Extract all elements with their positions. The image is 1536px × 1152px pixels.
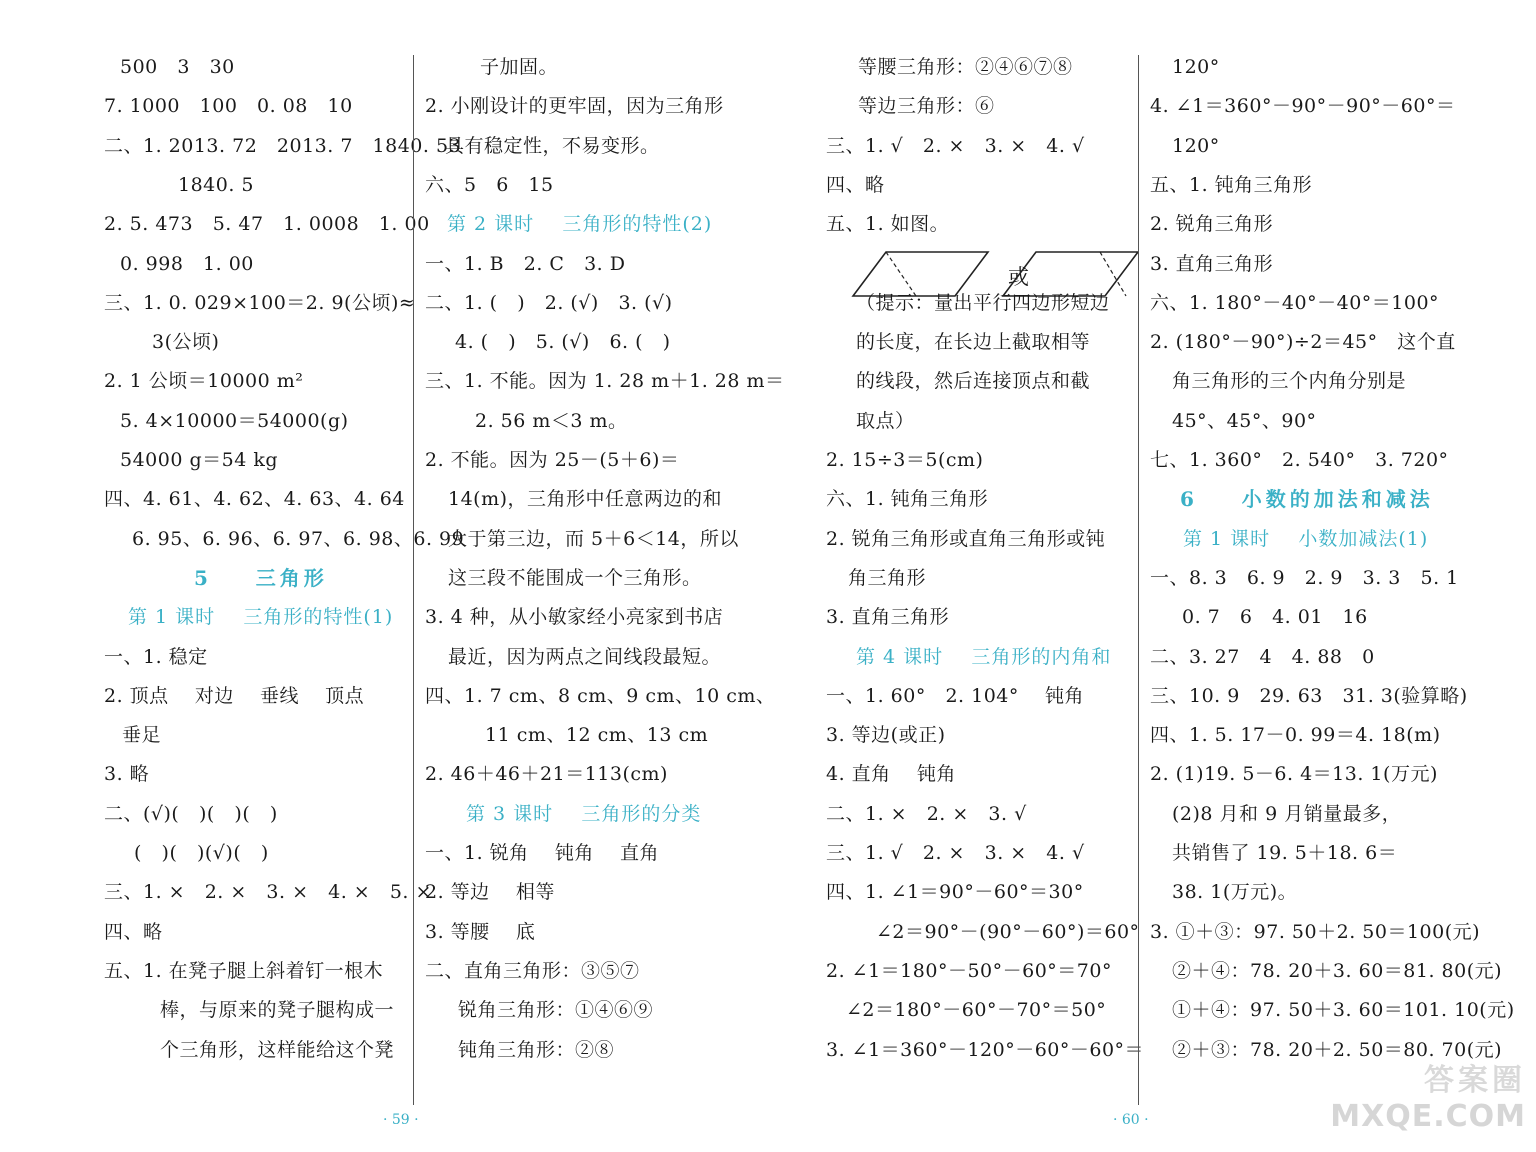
answer-line: 最近，因为两点之间线段最短。	[448, 645, 722, 668]
lesson-heading: 第 1 课时 三角形的特性(1)	[128, 606, 394, 629]
answer-line: 2. 46＋46＋21＝113(cm)	[425, 763, 668, 786]
answer-line: 7. 1000 100 0. 08 10	[104, 95, 353, 118]
answer-line: 14(m)，三角形中任意两边的和	[448, 488, 723, 511]
answer-line: 个三角形，这样能给这个凳	[160, 1038, 395, 1061]
answer-line: 一、1. 稳定	[104, 645, 208, 668]
answer-line: 11 cm、12 cm、13 cm	[485, 724, 709, 747]
answer-line: 三、1. × 2. × 3. × 4. × 5. ×	[104, 881, 432, 904]
answer-line: 六、1. 钝角三角形	[826, 488, 989, 511]
answer-line: 3. ∠1＝360°－120°－60°－60°＝	[826, 1038, 1145, 1061]
answer-line: 120°	[1172, 56, 1220, 78]
answer-line: 1840. 5	[178, 173, 255, 196]
answer-line: （提示：量出平行四边形短边	[856, 291, 1110, 314]
answer-line: 二、直角三角形：③⑤⑦	[425, 959, 640, 982]
answer-line: 0. 998 1. 00	[120, 252, 254, 275]
watermark-url: MXQE.COM	[1330, 1099, 1526, 1134]
answer-line: 3. 等边(或正)	[826, 724, 946, 747]
answer-line: 锐角三角形：①④⑥⑨	[458, 999, 654, 1022]
answer-line: 二、1. ( ) 2. (√) 3. (√)	[425, 291, 673, 314]
answer-line: 五、1. 如图。	[826, 213, 950, 236]
answer-line: 具有稳定性，不易变形。	[445, 134, 660, 157]
chapter-heading: 6 小数的加法和减法	[1180, 487, 1434, 512]
answer-line: 四、略	[104, 920, 163, 943]
answer-line: 6. 95、6. 96、6. 97、6. 98、6. 99	[132, 527, 465, 550]
answer-line: 2. 1 公顷＝10000 m²	[104, 370, 304, 393]
chapter-heading: 5 三角形	[194, 565, 328, 590]
right-page	[768, 0, 1536, 1152]
answer-line: 取点）	[856, 409, 915, 432]
answer-line: 七、1. 360° 2. 540° 3. 720°	[1150, 449, 1449, 471]
answer-line: 5. 4×10000＝54000(g)	[120, 409, 349, 432]
answer-line: 2. 不能。因为 25－(5＋6)＝	[425, 449, 680, 471]
answer-line: 六、1. 180°－40°－40°＝100°	[1150, 291, 1440, 314]
answer-line: 3. ①＋③：97. 50＋2. 50＝100(元)	[1150, 920, 1481, 943]
answer-line: ①＋④：97. 50＋3. 60＝101. 10(元)	[1172, 999, 1515, 1022]
answer-line: 3. 等腰 底	[425, 920, 536, 943]
watermark-logo: 答案圈	[1424, 1063, 1526, 1098]
lesson-heading: 第 4 课时 三角形的内角和	[856, 645, 1112, 668]
answer-line: 四、1. 7 cm、8 cm、9 cm、10 cm、	[425, 684, 776, 707]
parallelogram-left	[853, 252, 988, 296]
answer-line: 500 3 30	[120, 56, 235, 78]
answer-line: 一、1. B 2. C 3. D	[425, 252, 626, 275]
answer-line: 2. 小刚设计的更牢固，因为三角形	[425, 95, 724, 118]
lesson-heading: 第 1 课时 小数加减法(1)	[1183, 527, 1429, 550]
answer-line: 3(公顷)	[152, 331, 220, 354]
answer-line: 二、1. × 2. × 3. √	[826, 802, 1027, 825]
answer-line: 共销售了 19. 5＋18. 6＝	[1172, 842, 1398, 864]
answer-line: (2)8 月和 9 月销量最多，	[1172, 802, 1402, 825]
answer-line: 等边三角形：⑥	[858, 95, 995, 118]
answer-line: ( )( )(√)( )	[134, 842, 269, 864]
answer-line: 的线段，然后连接顶点和截	[856, 370, 1091, 393]
answer-line: 垂足	[122, 724, 162, 747]
column-divider	[413, 55, 414, 1105]
answer-line: 4. ∠1＝360°－90°－90°－60°＝	[1150, 95, 1456, 118]
answer-line: 二、1. 2013. 72 2013. 7 1840. 53	[104, 134, 462, 157]
answer-line: 四、4. 61、4. 62、4. 63、4. 64	[104, 488, 405, 511]
answer-line: 一、8. 3 6. 9 2. 9 3. 3 5. 1	[1150, 566, 1459, 589]
answer-line: 4. 直角 钝角	[826, 763, 956, 786]
answer-line: 二、3. 27 4 4. 88 0	[1150, 645, 1375, 668]
answer-line: 2. 顶点 对边 垂线 顶点	[104, 684, 365, 707]
answer-line: 等腰三角形：②④⑥⑦⑧	[858, 56, 1073, 78]
page-number: · 60 ·	[1113, 1112, 1149, 1128]
answer-line: 2. 等边 相等	[425, 881, 555, 904]
answer-line: 三、1. √ 2. × 3. × 4. √	[826, 842, 1085, 864]
answer-line: 38. 1(万元)。	[1172, 881, 1298, 904]
answer-line: 的长度，在长边上截取相等	[856, 331, 1091, 354]
answer-line: 一、1. 60° 2. 104° 钝角	[826, 684, 1085, 707]
answer-line: 2. 15÷3＝5(cm)	[826, 449, 984, 471]
answer-line: 子加固。	[480, 56, 559, 78]
answer-line: 四、略	[826, 173, 885, 196]
answer-line: ②＋③：78. 20＋2. 50＝80. 70(元)	[1172, 1038, 1503, 1061]
answer-line: 4. ( ) 5. (√) 6. ( )	[455, 331, 671, 354]
answer-line: 3. 直角三角形	[1150, 252, 1274, 275]
answer-line: 2. 56 m＜3 m。	[475, 409, 628, 432]
answer-line: 2. 5. 473 5. 47 1. 0008 1. 00	[104, 213, 430, 236]
answer-line: ②＋④：78. 20＋3. 60＝81. 80(元)	[1172, 959, 1503, 982]
answer-line: 2. ∠1＝180°－50°－60°＝70°	[826, 959, 1112, 982]
answer-line: 六、5 6 15	[425, 173, 554, 196]
answer-line: 3. 直角三角形	[826, 606, 950, 629]
page-number: · 59 ·	[383, 1112, 419, 1128]
answer-line: 二、(√)( )( )( )	[104, 802, 278, 825]
answer-line: 四、1. 5. 17－0. 99＝4. 18(m)	[1150, 724, 1441, 747]
answer-line: 三、1. 0. 029×100＝2. 9(公顷)≈	[104, 291, 416, 314]
answer-line: 这三段不能围成一个三角形。	[448, 566, 702, 589]
answer-line: 2. (180°－90°)÷2＝45° 这个直	[1150, 331, 1456, 354]
answer-line: 棒，与原来的凳子腿构成一	[160, 999, 395, 1022]
answer-line: 五、1. 在凳子腿上斜着钉一根木	[104, 959, 384, 982]
answer-line: 角三角形的三个内角分别是	[1172, 370, 1407, 393]
answer-line: 钝角三角形：②⑧	[458, 1038, 615, 1061]
watermark	[1330, 1055, 1526, 1134]
answer-line: 2. (1)19. 5－6. 4＝13. 1(万元)	[1150, 763, 1438, 786]
answer-line: ∠2＝180°－60°－70°＝50°	[846, 999, 1107, 1022]
answer-line: 2. 锐角三角形或直角三角形或钝	[826, 527, 1106, 550]
answer-line: 五、1. 钝角三角形	[1150, 173, 1313, 196]
answer-line: 0. 7 6 4. 01 16	[1182, 606, 1368, 629]
answer-line: 三、1. √ 2. × 3. × 4. √	[826, 134, 1085, 157]
answer-line: ∠2＝90°－(90°－60°)＝60°	[876, 920, 1140, 943]
answer-line: 角三角形	[848, 566, 927, 589]
answer-line: 54000 g＝54 kg	[120, 449, 279, 471]
answer-line: 45°、45°、90°	[1172, 409, 1317, 432]
answer-line: 四、1. ∠1＝90°－60°＝30°	[826, 881, 1084, 904]
answer-line: 2. 锐角三角形	[1150, 213, 1274, 236]
answer-line: 3. 4 种，从小敏家经小亮家到书店	[425, 606, 724, 629]
or-label: 或	[1008, 264, 1029, 289]
column-divider	[1138, 55, 1139, 1105]
answer-line: 三、10. 9 29. 63 31. 3(验算略)	[1150, 684, 1468, 707]
answer-line: 大于第三边，而 5＋6＜14，所以	[448, 527, 739, 550]
answer-line: 120°	[1172, 134, 1220, 157]
answer-line: 三、1. 不能。因为 1. 28 m＋1. 28 m＝	[425, 370, 785, 393]
lesson-heading: 第 3 课时 三角形的分类	[466, 802, 702, 825]
lesson-heading: 第 2 课时 三角形的特性(2)	[447, 213, 713, 236]
answer-line: 一、1. 锐角 钝角 直角	[425, 842, 659, 864]
answer-line: 3. 略	[104, 763, 150, 786]
